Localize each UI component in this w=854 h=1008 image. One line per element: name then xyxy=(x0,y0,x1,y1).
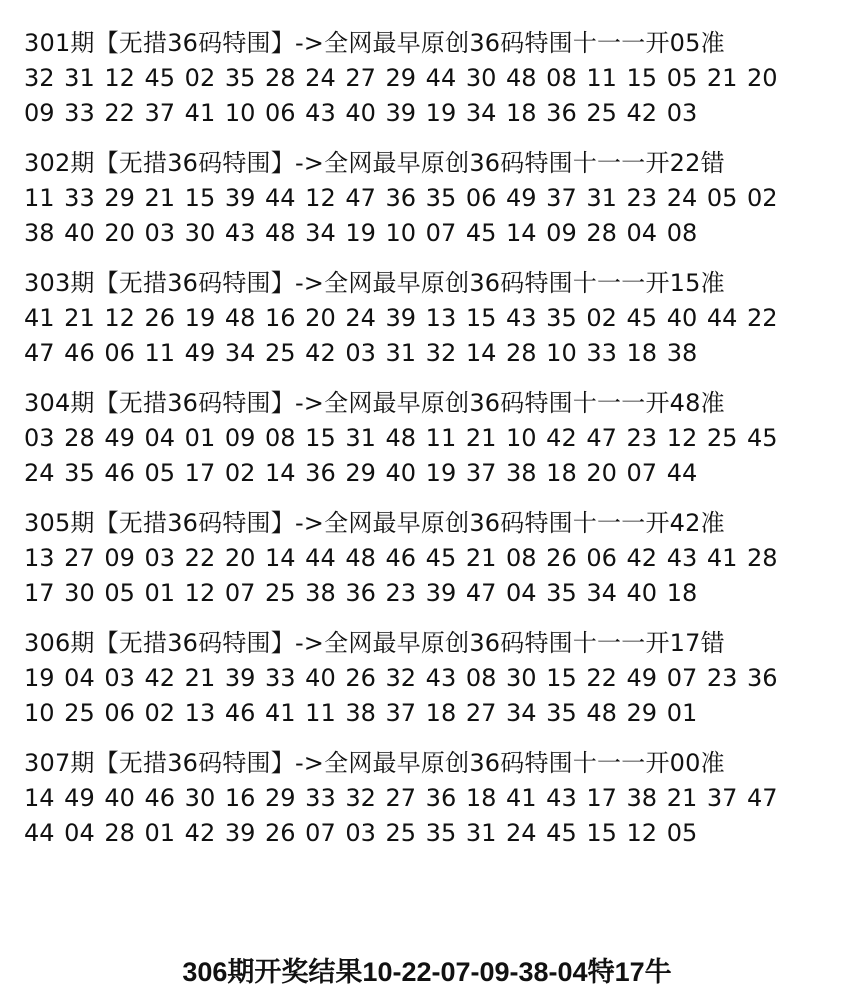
period-list xyxy=(24,26,844,866)
number-row: 09 33 22 37 41 10 06 43 40 39 19 34 18 36 25 42 03 xyxy=(24,99,698,127)
number-row: 03 28 49 04 01 09 08 15 31 48 11 21 10 42 47 23 12 25 45 xyxy=(24,424,778,452)
period-block-302 xyxy=(24,146,844,251)
number-row: 14 49 40 46 30 16 29 33 32 27 36 18 41 43 17 38 21 37 47 xyxy=(24,784,778,812)
number-row: 17 30 05 01 12 07 25 38 36 23 39 47 04 35 34 40 18 xyxy=(24,579,698,607)
number-row: 38 40 20 03 30 43 48 34 19 10 07 45 14 09 28 04 08 xyxy=(24,219,698,247)
period-title: 305期【无措36码特围】->全网最早原创36码特围十一一开42准 xyxy=(24,509,725,537)
number-row: 41 21 12 26 19 48 16 20 24 39 13 15 43 35 02 45 40 44 22 xyxy=(24,304,778,332)
number-row: 19 04 03 42 21 39 33 40 26 32 43 08 30 15 22 49 07 23 36 xyxy=(24,664,778,692)
period-title: 307期【无措36码特围】->全网最早原创36码特围十一一开00准 xyxy=(24,749,725,777)
period-title: 301期【无措36码特围】->全网最早原创36码特围十一一开05准 xyxy=(24,29,725,57)
period-title: 302期【无措36码特围】->全网最早原创36码特围十一一开22错 xyxy=(24,149,725,177)
period-block-305 xyxy=(24,506,844,611)
number-row: 24 35 46 05 17 02 14 36 29 40 19 37 38 18 20 07 44 xyxy=(24,459,698,487)
period-title: 306期【无措36码特围】->全网最早原创36码特围十一一开17错 xyxy=(24,629,725,657)
number-row: 32 31 12 45 02 35 28 24 27 29 44 30 48 08 11 15 05 21 20 xyxy=(24,64,778,92)
number-row: 10 25 06 02 13 46 41 11 38 37 18 27 34 35 48 29 01 xyxy=(24,699,698,727)
draw-result: 306期开奖结果10-22-07-09-38-04特17牛 xyxy=(182,957,672,987)
number-row: 11 33 29 21 15 39 44 12 47 36 35 06 49 37 31 23 24 05 02 xyxy=(24,184,778,212)
period-block-306 xyxy=(24,626,844,731)
period-title: 304期【无措36码特围】->全网最早原创36码特围十一一开48准 xyxy=(24,389,725,417)
period-block-304 xyxy=(24,386,844,491)
number-row: 13 27 09 03 22 20 14 44 48 46 45 21 08 26 06 42 43 41 28 xyxy=(24,544,778,572)
period-block-307 xyxy=(24,746,844,851)
period-title: 303期【无措36码特围】->全网最早原创36码特围十一一开15准 xyxy=(24,269,725,297)
period-block-301 xyxy=(24,26,844,131)
period-block-303 xyxy=(24,266,844,371)
number-row: 47 46 06 11 49 34 25 42 03 31 32 14 28 10 33 18 38 xyxy=(24,339,698,367)
number-row: 44 04 28 01 42 39 26 07 03 25 35 31 24 45 15 12 05 xyxy=(24,819,698,847)
